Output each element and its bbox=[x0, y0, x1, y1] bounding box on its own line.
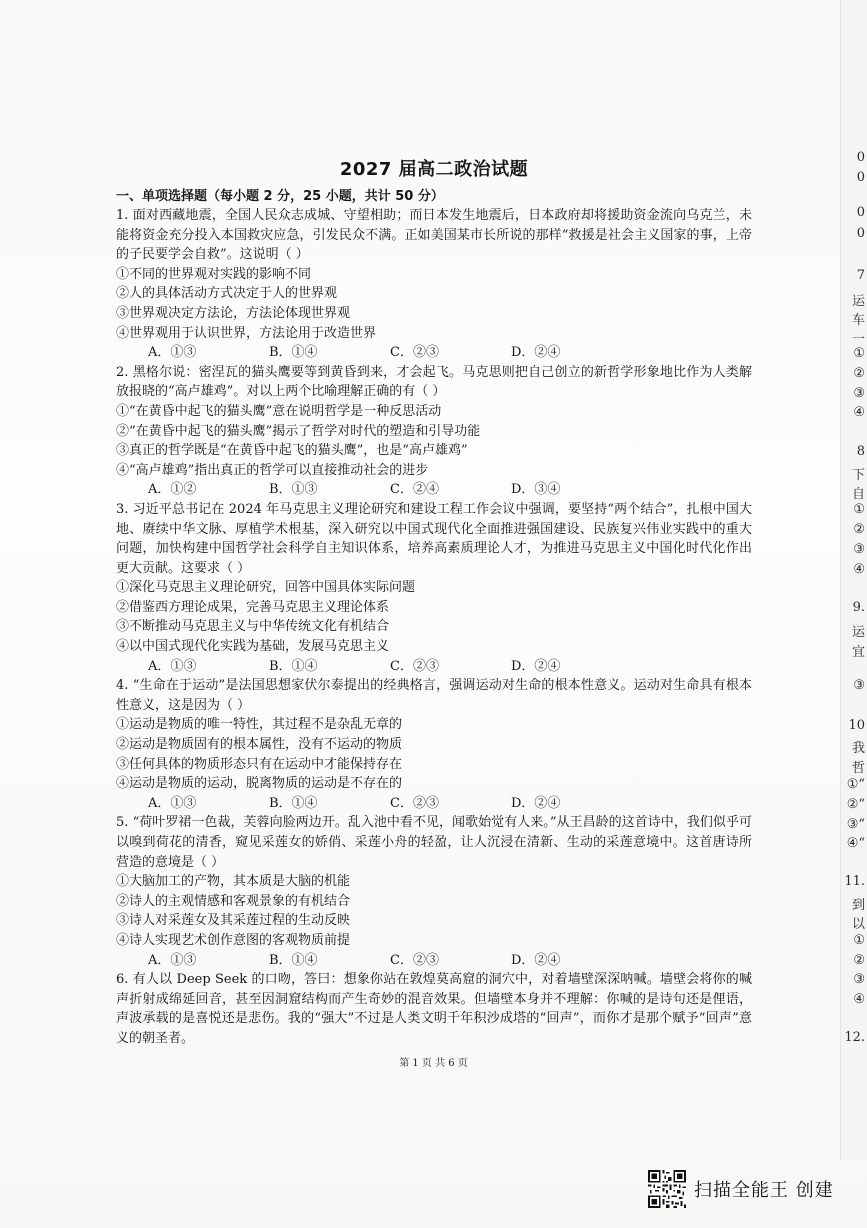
statement-option: ④“高卢雄鸡”指出真正的哲学可以直接推动社会的进步 bbox=[116, 462, 429, 478]
edge-fragment: ②“ bbox=[846, 797, 865, 812]
statement-option: ①“在黄昏中起飞的猫头鹰”意在说明哲学是一种反思活动 bbox=[116, 403, 442, 419]
edge-fragment: ① bbox=[853, 933, 865, 948]
statement-option: ②“在黄昏中起飞的猫头鹰”揭示了哲学对时代的塑造和引导功能 bbox=[116, 423, 481, 439]
choice-a: A．①③ bbox=[148, 795, 197, 811]
edge-fragment: ④“ bbox=[846, 836, 865, 851]
statement-option: ④以中国式现代化实践为基础，发展马克思主义 bbox=[116, 639, 390, 655]
statement-option: ①运动是物质的唯一特性，其过程不是杂乱无章的 bbox=[116, 717, 403, 733]
edge-fragment: 车 bbox=[851, 313, 865, 328]
question-stem: 5. “荷叶罗裙一色裁，芙蓉向脸两边开。乱入池中看不见，闻歌始觉有人来。”从王昌龄的这首诗中，我们似乎可以嗅到荷花的清香，窥见采莲女的娇俏、采莲小舟的轻盈，让人沉浸在清新、生动的采莲意境中。这首唐诗所营造的意境是（ ） bbox=[116, 815, 752, 870]
statement-option: ③诗人对采莲女及其采莲过程的生动反映 bbox=[116, 913, 351, 929]
statement-option: ①深化马克思主义理论研究，回答中国具体实际问题 bbox=[116, 580, 416, 596]
question-stem: 2. 黑格尔说：密涅瓦的猫头鹰要等到黄昏到来，才会起飞。马克思则把自己创立的新哲学形象地比作为人类解放报晓的“高卢雄鸡”。对以上两个比喻理解正确的有（ ） bbox=[116, 364, 752, 400]
choice-d: D．②④ bbox=[511, 952, 561, 968]
edge-fragment: 11. bbox=[844, 874, 865, 889]
edge-fragment: ③“ bbox=[846, 817, 865, 832]
choice-d: D．②④ bbox=[511, 658, 561, 674]
question-stem: 3. 习近平总书记在 2024 年马克思主义理论研究和建设工程工作会议中强调，要坚持“两个结合”，扎根中国大地、赓续中华文脉、厚植学术根基，深入研究以中国式现代化全面推进强国建设、民族复兴伟业实践中的重大问题，加快构建中国哲学社会科学自主知识体系，培养高素质理论人才，为推进马克思主义中国化时代化作出更大贡献。这要求（ ） bbox=[116, 501, 752, 576]
statement-option: ③任何具体的物质形态只有在运动中才能保持存在 bbox=[116, 756, 403, 772]
answer-choices bbox=[116, 657, 752, 677]
watermark-text: 扫描全能王 创建 bbox=[694, 1180, 834, 1201]
statement-option: ②运动是物质固有的根本属性，没有不运动的物质 bbox=[116, 737, 403, 753]
choice-c: C．②③ bbox=[390, 795, 439, 811]
edge-fragment: 一 bbox=[851, 332, 865, 347]
edge-fragment: 12. bbox=[844, 1030, 865, 1045]
edge-fragment: 自 bbox=[851, 487, 865, 502]
choice-b: B．①④ bbox=[269, 795, 318, 811]
statement-option: ①不同的世界观对实践的影响不同 bbox=[116, 266, 312, 282]
edge-fragment: 宜 bbox=[851, 645, 865, 660]
choice-c: C．②④ bbox=[390, 482, 439, 498]
adjacent-page-edge bbox=[840, 0, 867, 1160]
edge-fragment: 0 bbox=[856, 205, 865, 220]
question-stem: 4. “生命在于运动”是法国思想家伏尔泰提出的经典格言，强调运动对生命的根本性意义。运动对生命具有根本性意义，这是因为（ ） bbox=[116, 678, 752, 713]
edge-fragment: ③ bbox=[853, 972, 865, 987]
choice-c: C．②③ bbox=[390, 952, 439, 968]
qr-code-icon bbox=[648, 1170, 686, 1208]
choice-a: A．①③ bbox=[148, 952, 197, 968]
choice-b: B．①④ bbox=[269, 952, 318, 968]
edge-fragment: 0 bbox=[856, 226, 865, 241]
exam-page-content bbox=[116, 155, 752, 1049]
edge-fragment: 下 bbox=[851, 468, 865, 483]
question-4 bbox=[116, 676, 752, 813]
edge-fragment: 以 bbox=[851, 917, 865, 932]
edge-fragment: ③ bbox=[853, 386, 865, 401]
statement-option: ④运动是物质的运动，脱离物质的运动是不存在的 bbox=[116, 776, 403, 792]
page-footer: 第 1 页 共 6 页 bbox=[399, 1058, 468, 1069]
statement-option: ①大脑加工的产物，其本质是大脑的机能 bbox=[116, 874, 351, 890]
choice-b: B．①④ bbox=[269, 658, 318, 674]
choice-c: C．②③ bbox=[390, 345, 439, 361]
statement-option: ③不断推动马克思主义与中华传统文化有机结合 bbox=[116, 619, 390, 635]
edge-fragment: 7 bbox=[856, 268, 865, 283]
edge-fragment: 0 bbox=[856, 170, 865, 185]
question-3 bbox=[116, 500, 752, 676]
edge-fragment: ② bbox=[853, 522, 865, 537]
statement-option: ②人的具体活动方式决定于人的世界观 bbox=[116, 286, 338, 302]
question-stem: 6. 有人以 Deep Seek 的口吻，答曰：想象你站在敦煌莫高窟的洞穴中，对着墙壁深深呐喊。墙壁会将你的喊声折射成绵延回音，甚至因洞窟结构而产生奇妙的混音效果。但墙壁本身并不理解：你喊的是诗句还是俚语，声波承载的是喜悦还是悲伤。我的“强大”不过是人类文明千年积沙成塔的“回声”，而你才是那个赋予“回声”意义的朝圣者。 bbox=[116, 972, 752, 1046]
choice-b: B．①③ bbox=[269, 482, 318, 498]
edge-fragment: ①“ bbox=[846, 777, 865, 792]
section-heading: 一、单项选择题（每小题 2 分，25 小题，共计 50 分） bbox=[116, 189, 444, 204]
edge-fragment: 0 bbox=[856, 150, 865, 165]
statement-option: ②诗人的主观情感和客观景象的有机结合 bbox=[116, 893, 351, 909]
edge-fragment: 运 bbox=[851, 294, 865, 309]
statement-option: ③世界观决定方法论，方法论体现世界观 bbox=[116, 305, 351, 321]
answer-choices bbox=[116, 480, 752, 500]
choice-a: A．①③ bbox=[148, 345, 197, 361]
edge-fragment: ② bbox=[853, 366, 865, 381]
scanner-watermark bbox=[648, 1168, 834, 1210]
edge-fragment: ③ bbox=[853, 678, 865, 693]
choice-b: B．①④ bbox=[269, 345, 318, 361]
question-5 bbox=[116, 813, 752, 970]
edge-fragment: 运 bbox=[851, 625, 865, 640]
edge-fragment: ③ bbox=[853, 542, 865, 557]
choice-d: D．②④ bbox=[511, 795, 561, 811]
edge-fragment: 到 bbox=[851, 898, 865, 913]
statement-option: ④世界观用于认识世界，方法论用于改造世界 bbox=[116, 325, 377, 341]
choice-a: A．①③ bbox=[148, 658, 197, 674]
edge-fragment: ④ bbox=[853, 992, 865, 1007]
question-stem: 1. 面对西藏地震，全国人民众志成城、守望相助；而日本发生地震后，日本政府却将援助资金流向乌克兰，未能将资金充分投入本国救灾应急，引发民众不满。正如美国某市长所说的那样“救援是社会主义国家的事，上帝的子民要学会自救”。这说明（ ） bbox=[116, 208, 752, 263]
answer-choices bbox=[116, 794, 752, 814]
choice-c: C．②③ bbox=[390, 658, 439, 674]
edge-fragment: 10 bbox=[848, 718, 865, 733]
answer-choices bbox=[116, 343, 752, 363]
edge-fragment: ② bbox=[853, 953, 865, 968]
edge-fragment: ① bbox=[853, 502, 865, 517]
choice-d: D．③④ bbox=[511, 482, 561, 498]
edge-fragment: 我 bbox=[851, 741, 865, 756]
statement-option: ④诗人实现艺术创作意图的客观物质前提 bbox=[116, 932, 351, 948]
edge-fragment: ① bbox=[853, 346, 865, 361]
edge-fragment: 9. bbox=[852, 600, 865, 615]
edge-fragment: ④ bbox=[853, 562, 865, 577]
question-2 bbox=[116, 363, 752, 500]
choice-d: D．②④ bbox=[511, 345, 561, 361]
question-1 bbox=[116, 206, 752, 363]
answer-choices bbox=[116, 951, 752, 971]
edge-fragment: 哲 bbox=[851, 761, 865, 776]
exam-title: 2027 届高二政治试题 bbox=[339, 159, 529, 180]
statement-option: ②借鉴西方理论成果，完善马克思主义理论体系 bbox=[116, 599, 390, 615]
question-6 bbox=[116, 970, 752, 1048]
choice-a: A．①② bbox=[148, 482, 197, 498]
edge-fragment: ④ bbox=[853, 405, 865, 420]
edge-fragment: 8 bbox=[856, 444, 865, 459]
statement-option: ③真正的哲学既是“在黄昏中起飞的猫头鹰”，也是“高卢雄鸡” bbox=[116, 443, 468, 459]
